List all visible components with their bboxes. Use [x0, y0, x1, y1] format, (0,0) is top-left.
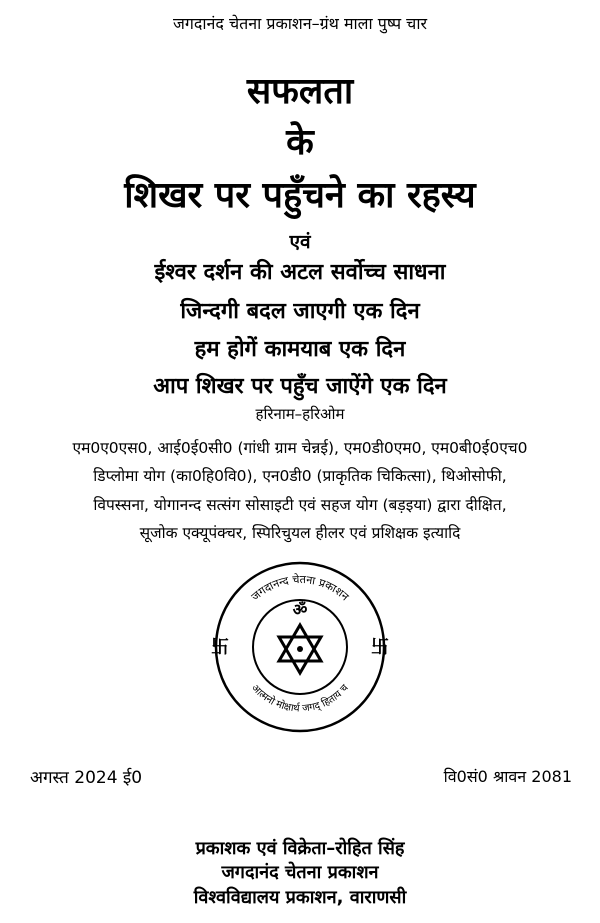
- subtitle-line-2: जिन्दगी बदल जाएगी एक दिन: [180, 299, 420, 324]
- subtitle-line-4: आप शिखर पर पहुँच जाऐंगे एक दिन: [153, 374, 447, 399]
- star-of-david-icon: [279, 625, 321, 673]
- swastika-left-icon: 卐: [211, 637, 229, 658]
- series-line: जगदानंद चेतना प्रकाशन–ग्रंथ माला पुष्प चार: [172, 14, 428, 33]
- publisher-line-3: विश्वविद्यालय प्रकाशन, वाराणसी: [193, 887, 407, 908]
- conjunction: एवं: [289, 231, 311, 253]
- subtitle-line-1: ईश्वर दर्शन की अटल सर्वोच्च साधना: [154, 260, 446, 285]
- seal-top-text: जगदानन्द चेतना प्रकाशन: [248, 572, 352, 604]
- subtitle-line-3: हम होगें कामयाब एक दिन: [194, 337, 406, 362]
- vikram-samvat-date: वि0सं0 श्रावन 2081: [443, 767, 572, 786]
- seal-bottom-text: आत्मनो मोक्षार्थ जगद् हिताय च: [249, 682, 351, 715]
- qualification-line-3: विपस्सना, योगानन्द सत्संग सोसाइटी एवं सहज योग (बड़इया) द्वारा दीक्षित,: [93, 496, 507, 514]
- om-icon: ॐ: [292, 600, 308, 619]
- qualification-line-1: एम0ए0एस0, आई0ई0सी0 (गांधी ग्राम चेन्नई), एम0डी0एम0, एम0बी0ई0एच0: [72, 439, 528, 457]
- title-line-1: सफलता: [246, 71, 354, 112]
- swastika-right-icon: 卐: [371, 637, 389, 658]
- title-line-2: के: [286, 122, 314, 163]
- author-name: हरिनाम–हरिओम: [255, 405, 345, 423]
- qualification-line-2: डिप्लोमा योग (का0हि0वि0), एन0डी0 (प्राकृतिक चिकित्सा), थिओसोफी,: [93, 467, 507, 485]
- title-line-3: शिखर पर पहुँचने का रहस्य: [124, 175, 476, 216]
- publication-date: अगस्त 2024 ई0: [30, 768, 143, 788]
- seal-emblem-icon: [200, 555, 400, 735]
- publisher-line-2: जगदानंद चेतना प्रकाशन: [221, 862, 379, 883]
- publisher-line-1: प्रकाशक एवं विक्रेता–रोहित सिंह: [195, 838, 405, 859]
- qualification-line-4: सूजोक एक्यूपंक्चर, स्पिरिचुयल हीलर एवं प्रशिक्षक इत्यादि: [139, 524, 461, 542]
